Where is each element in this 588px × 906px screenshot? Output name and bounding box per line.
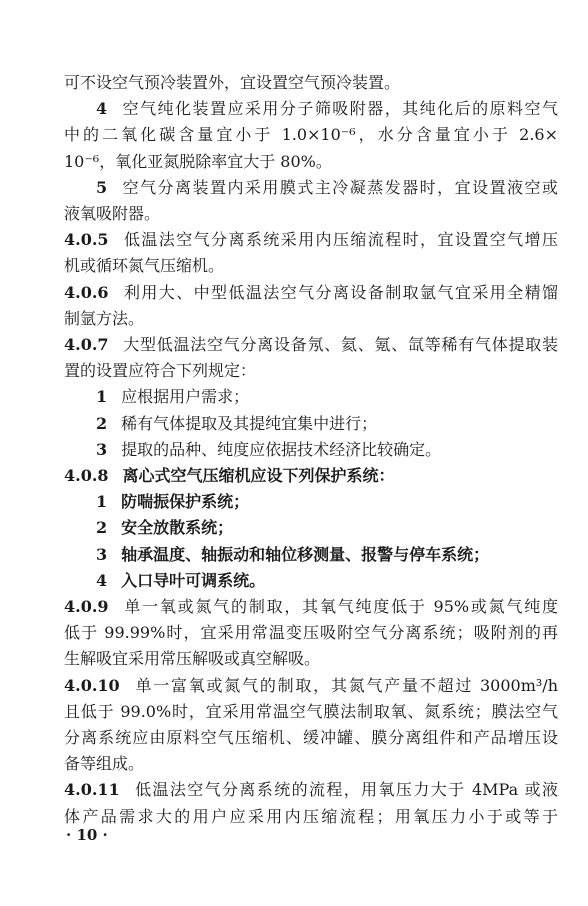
line-text: 置的设置应符合下列规定： [64,361,257,381]
clause-number: 4.0.11 [64,780,120,800]
clause-number: 4.0.5 [64,230,109,250]
line-text: 空气纯化装置应采用分子筛吸附器，其纯化后的原料空气 [121,99,558,119]
line-text: 提取的品种、纯度应依据技术经济比较确定。 [121,439,442,459]
line-text: 备等组成。 [64,754,145,774]
line-text: 中的二氧化碳含量宜小于 1.0×10⁻⁶，水分含量宜小于 2.6× [64,125,558,145]
line-text: 利用大、中型低温法空气分离设备制取氩气宜采用全精馏 [122,282,558,302]
line-text: 稀有气体提取及其提纯宜集中进行； [121,413,378,433]
line-text: 低于 99.99%时，宜采用常温变压吸附空气分离系统；吸附剂的再 [64,623,558,643]
line-text: 空气分离装置内采用膜式主冷凝蒸发器时，宜设置液空或 [121,177,558,197]
line-text: 低温法空气分离系统采用内压缩流程时，宜设置空气增压 [122,230,558,250]
line-text: 且低于 99.0%时，宜采用常温空气膜法制取氧、氮系统；膜法空气 [64,701,558,721]
line-text: 轴承温度、轴振动和轴位移测量、报警与停车系统； [121,544,490,564]
clause-number: 4.0.9 [64,597,109,616]
line-text: 离心式空气压缩机应设下列保护系统： [122,466,395,485]
page-number: · 10 · [66,826,108,844]
line-text: 安全放散系统； [121,518,234,538]
clause-number: 1 [96,387,108,407]
clause-number: 3 [96,439,108,459]
clause-number: 4.0.8 [64,466,109,485]
line-text: 入口导叶可调系统。 [121,570,266,590]
clause-number: 4.0.10 [64,675,120,695]
line-text: 体产品需求大的用户应采用内压缩流程；用氧压力小于或等于 [64,806,558,826]
clause-number: 4 [96,570,108,590]
clause-number: 2 [96,518,108,538]
line-text: 可不设空气预冷装置外，宜设置空气预冷装置。 [64,73,401,92]
line-text: 单一氧或氮气的制取，其氧气纯度低于 95%或氮气纯度 [122,597,558,616]
clause-number: 4 [96,99,108,119]
line-text: 防喘振保护系统； [121,492,250,512]
line-text: 单一富氧或氮气的制取，其氮气产量不超过 3000m³/h [133,675,558,695]
clause-number: 5 [96,177,108,197]
clause-number: 1 [96,492,108,512]
clause-number: 4.0.6 [64,282,109,302]
line-text: 应根据用户需求； [121,387,250,407]
clause-number: 2 [96,413,108,433]
line-text: 低温法空气分离系统的流程，用氧压力大于 4MPa 或液 [133,780,558,800]
clause-number: 3 [96,544,108,564]
line-text: 制氩方法。 [64,308,145,328]
line-text: 机或循环氮气压缩机。 [64,256,225,276]
line-text: 10⁻⁶，氧化亚氮脱除率宜大于 80%。 [64,151,332,171]
clause-number: 4.0.7 [64,335,109,354]
line-text: 分离系统应由原料空气压缩机、缓冲罐、膜分离组件和产品增压设 [64,728,558,747]
line-text: 大型低温法空气分离设备氖、氦、氪、氙等稀有气体提取装 [122,335,558,354]
line-text: 生解吸宜采用常压解吸或真空解吸。 [64,649,321,669]
line-text: 液氧吸附器。 [64,204,161,223]
